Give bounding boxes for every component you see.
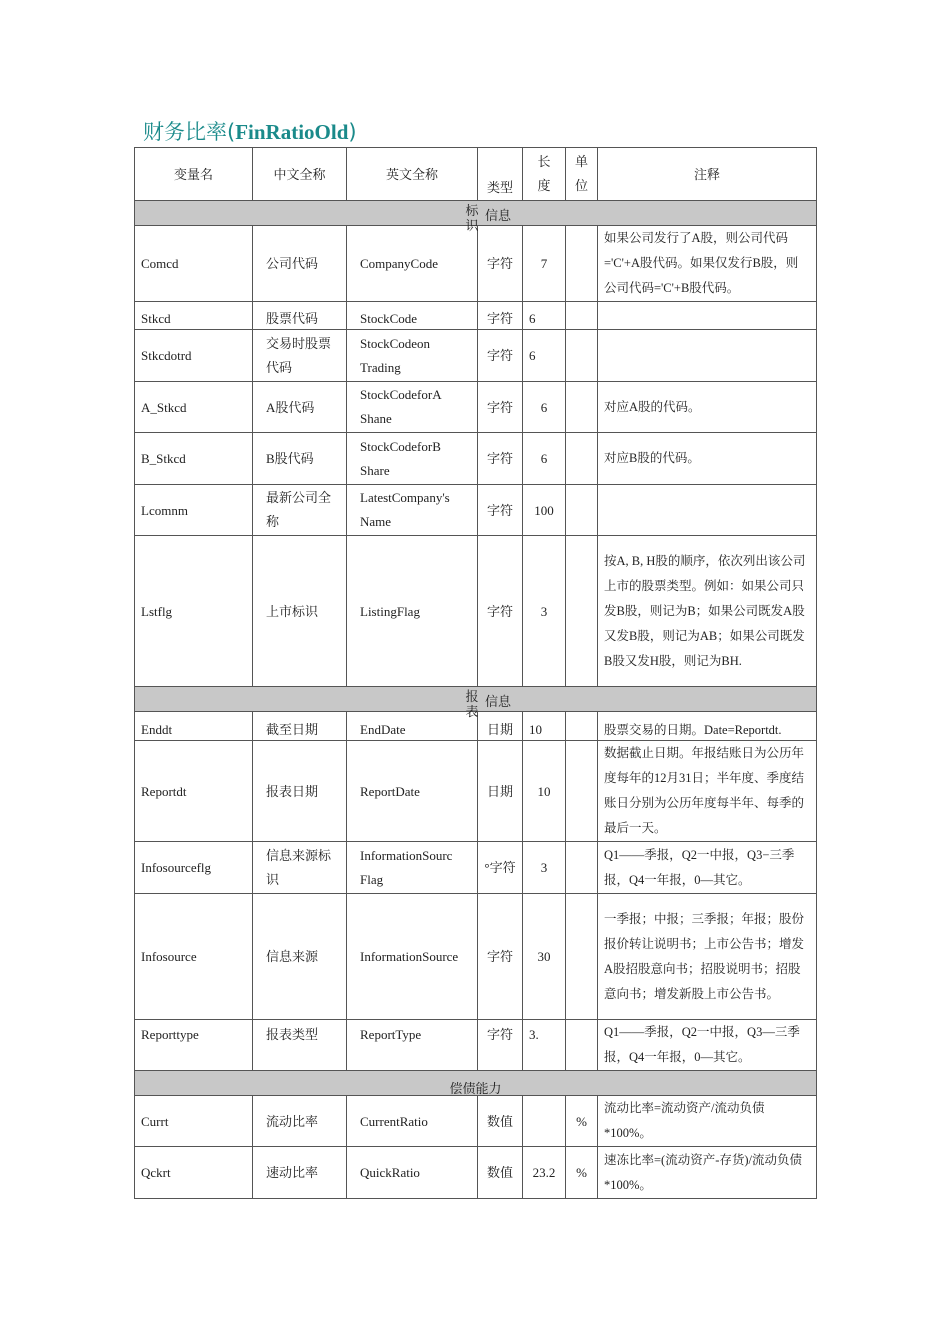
cell-cn: 流动比率: [253, 1096, 347, 1147]
page-title: [143, 116, 357, 146]
header-unit: [566, 148, 598, 201]
cell-note: 对应A股的代码。: [598, 382, 817, 433]
cell-type: 字符: [478, 226, 523, 302]
cell-var: A_Stkcd: [135, 382, 253, 433]
header-type-label: 类型: [486, 180, 513, 195]
cell-type: 日期: [478, 741, 523, 842]
cell-unit: [566, 894, 598, 1020]
cell-len: 10: [523, 741, 566, 842]
cell-len: [523, 1096, 566, 1147]
cell-unit: [566, 302, 598, 330]
cell-var: Stkcdotrd: [135, 330, 253, 382]
title-cn: 财务比率(: [143, 120, 236, 144]
cell-cn: 上市标识: [253, 536, 347, 687]
header-type: [478, 148, 523, 201]
cell-en: LatestCompany's Name: [347, 485, 478, 536]
cell-var: Reportdt: [135, 741, 253, 842]
cell-unit: %: [566, 1147, 598, 1199]
cell-unit: [566, 842, 598, 894]
cell-note: 如果公司发行了A股，则公司代码='C'+A股代码。如果仅发行B股，则公司代码='C'+B股代码。: [598, 226, 817, 302]
section-report: [135, 687, 817, 712]
cell-en: StockCodeforB Share: [347, 433, 478, 485]
cell-cn: B股代码: [253, 433, 347, 485]
cell-len: 3: [523, 842, 566, 894]
cell-var: Comcd: [135, 226, 253, 302]
cell-var: Qckrt: [135, 1147, 253, 1199]
cell-unit: [566, 741, 598, 842]
cell-len: 6: [523, 382, 566, 433]
cell-type: 字符: [478, 1020, 523, 1071]
cell-note: 速冻比率=(流动资产-存货)/流动负债*100%。: [598, 1147, 817, 1199]
section-report-left: 报表: [465, 689, 479, 719]
table-row: [135, 302, 817, 330]
table-row: [135, 1020, 817, 1071]
table-row: [135, 330, 817, 382]
cell-cn: 交易时股票代码: [253, 330, 347, 382]
cell-cn: 截至日期: [253, 712, 347, 741]
cell-cn: 报表日期: [253, 741, 347, 842]
cell-type: 字符: [478, 382, 523, 433]
cell-var: Currt: [135, 1096, 253, 1147]
table-row: [135, 1096, 817, 1147]
cell-var: Infosource: [135, 894, 253, 1020]
cell-note: 流动比率=流动资产/流动负债*100%。: [598, 1096, 817, 1147]
cell-len: 30: [523, 894, 566, 1020]
cell-unit: [566, 433, 598, 485]
cell-var: Reporttype: [135, 1020, 253, 1071]
cell-type: 字符: [478, 536, 523, 687]
cell-en: CompanyCode: [347, 226, 478, 302]
cell-len: 7: [523, 226, 566, 302]
cell-en: StockCode: [347, 302, 478, 330]
cell-var: B_Stkcd: [135, 433, 253, 485]
finratio-table: [134, 147, 817, 1199]
cell-note: Q1——季报，Q2一中报，Q3—三季报，Q4一年报，0—其它。: [598, 1020, 817, 1071]
cell-len: 3: [523, 536, 566, 687]
header-en-name: 英文全称: [347, 148, 478, 201]
table-row: [135, 485, 817, 536]
cell-len: 6: [523, 330, 566, 382]
cell-note: 股票交易的日期。Date=Reportdt.: [598, 712, 817, 741]
cell-en: ListingFlag: [347, 536, 478, 687]
cell-en: QuickRatio: [347, 1147, 478, 1199]
cell-type: 数值: [478, 1147, 523, 1199]
header-unit-label: 单位: [574, 154, 588, 193]
cell-len: 10: [523, 712, 566, 741]
cell-note: 对应B股的代码。: [598, 433, 817, 485]
cell-var: Enddt: [135, 712, 253, 741]
cell-note: [598, 485, 817, 536]
cell-note: 一季报；中报；三季报；年报；股份报价转让说明书；上市公告书；增发A股招股意向书；招股说明书；招股意向书；增发新股上市公告书。: [598, 894, 817, 1020]
cell-len: 23.2: [523, 1147, 566, 1199]
cell-en: EndDate: [347, 712, 478, 741]
cell-var: Lstflg: [135, 536, 253, 687]
cell-type: °字符: [478, 842, 523, 894]
section-report-right: 信息: [485, 694, 512, 709]
cell-var: Lcomnm: [135, 485, 253, 536]
header-var: 变量名: [135, 148, 253, 201]
table-row: [135, 382, 817, 433]
cell-cn: 公司代码: [253, 226, 347, 302]
cell-en: StockCodeon Trading: [347, 330, 478, 382]
cell-cn: 信息来源: [253, 894, 347, 1020]
section-identity: [135, 201, 817, 226]
cell-note: Q1——季报，Q2一中报，Q3−三季报，Q4一年报，0—其它。: [598, 842, 817, 894]
cell-en: StockCodeforA Shane: [347, 382, 478, 433]
cell-en: CurrentRatio: [347, 1096, 478, 1147]
cell-type: 字符: [478, 330, 523, 382]
cell-len: 3.: [523, 1020, 566, 1071]
table-row: [135, 842, 817, 894]
section-identity-right: 信息: [485, 208, 512, 223]
section-identity-left: 标识: [465, 203, 479, 233]
header-note: 注释: [598, 148, 817, 201]
cell-type: 字符: [478, 433, 523, 485]
cell-cn: 信息来源标识: [253, 842, 347, 894]
table-row: [135, 894, 817, 1020]
cell-unit: [566, 712, 598, 741]
cell-var: Stkcd: [135, 302, 253, 330]
header-length: [523, 148, 566, 201]
cell-cn: 报表类型: [253, 1020, 347, 1071]
cell-type: 字符: [478, 894, 523, 1020]
cell-var: Infosourceflg: [135, 842, 253, 894]
cell-en: InformationSource: [347, 894, 478, 1020]
cell-type: 字符: [478, 302, 523, 330]
cell-len: 100: [523, 485, 566, 536]
header-row: [135, 148, 817, 201]
title-en: FinRatioOld: [235, 120, 349, 144]
cell-en: InformationSourc Flag: [347, 842, 478, 894]
cell-note: [598, 330, 817, 382]
cell-note: [598, 302, 817, 330]
cell-unit: [566, 226, 598, 302]
cell-note: 按A, B, H股的顺序，依次列出该公司上市的股票类型。例如：如果公司只发B股，则记为B；如果公司既发A股又发B股，则记为AB；如果公司既发B股又发H股，则记为BH.: [598, 536, 817, 687]
header-length-label: 长度: [537, 154, 551, 193]
table-row: [135, 536, 817, 687]
section-solvency: [135, 1071, 817, 1096]
cell-en: ReportType: [347, 1020, 478, 1071]
cell-cn: 股票代码: [253, 302, 347, 330]
table-row: [135, 433, 817, 485]
section-solvency-label: 偿债能力: [449, 1081, 502, 1096]
cell-unit: [566, 485, 598, 536]
cell-unit: [566, 1020, 598, 1071]
cell-unit: [566, 330, 598, 382]
title-close: ): [348, 120, 357, 144]
cell-type: 字符: [478, 485, 523, 536]
cell-note: 数据截止日期。年报结账日为公历年度每年的12月31日；半年度、季度结账日分别为公历年度每半年、每季的最后一天。: [598, 741, 817, 842]
cell-type: 日期: [478, 712, 523, 741]
cell-unit: %: [566, 1096, 598, 1147]
table-row: [135, 1147, 817, 1199]
cell-en: ReportDate: [347, 741, 478, 842]
cell-type: 数值: [478, 1096, 523, 1147]
cell-cn: 最新公司全称: [253, 485, 347, 536]
cell-cn: A股代码: [253, 382, 347, 433]
table-row: [135, 741, 817, 842]
cell-len: 6: [523, 302, 566, 330]
table-row: [135, 226, 817, 302]
cell-unit: [566, 536, 598, 687]
cell-cn: 速动比率: [253, 1147, 347, 1199]
header-cn-name: 中文全称: [253, 148, 347, 201]
cell-len: 6: [523, 433, 566, 485]
cell-unit: [566, 382, 598, 433]
